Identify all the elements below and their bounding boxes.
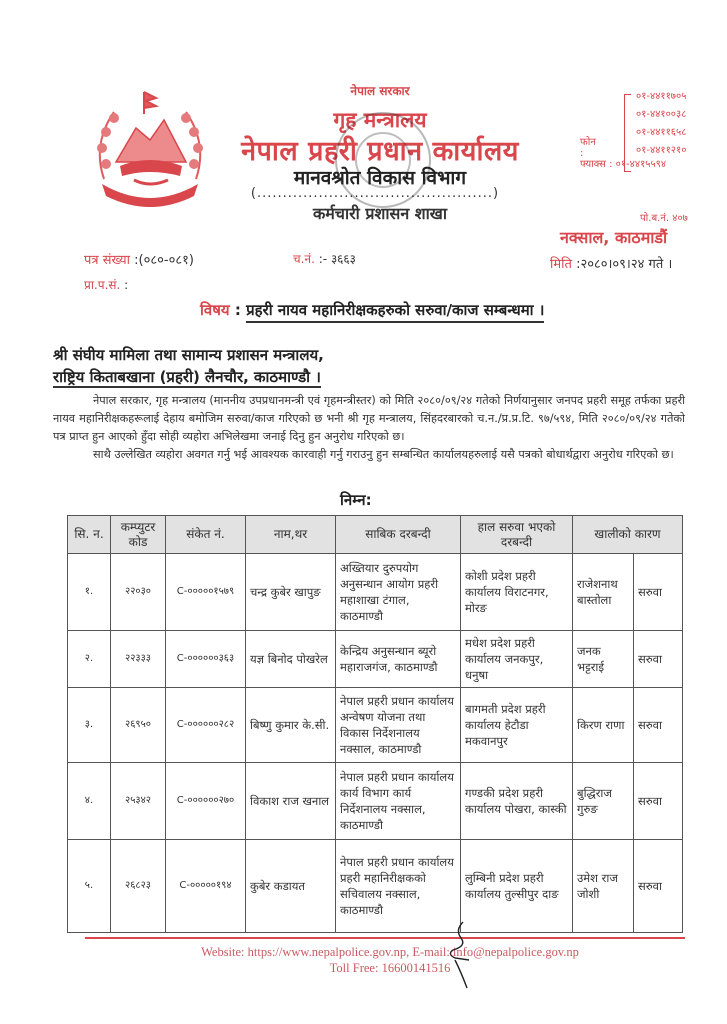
po-box: पो.ब.नं. ४०७ — [640, 213, 688, 224]
header-sanket-number: संकेत नं. — [166, 516, 246, 554]
subject-separator: : — [234, 301, 247, 319]
letter-date — [550, 254, 672, 272]
prapa-value: : — [124, 278, 129, 292]
cell-name: विकाश राज खनाल — [246, 763, 336, 840]
cell-previous: नेपाल प्रहरी प्रधान कार्यालय अन्वेषण योजना तथा विकास निर्देशनालय नक्साल, काठमाण्डौ — [336, 688, 461, 763]
chalani-label: च.नं. — [293, 252, 315, 266]
handwritten-signature — [445, 920, 475, 990]
cell-reason: सरुवा — [634, 763, 683, 840]
cell-vacant-by: उमेश राज जोशी — [573, 840, 634, 933]
cell-code: २६८२३ — [111, 840, 166, 933]
addressee-line-1: श्री संघीय मामिला तथा सामान्य प्रशासन मन्त्रालय, — [53, 346, 324, 364]
cell-name: चन्द्र कुबेर खापुङ — [246, 554, 336, 631]
branch-name: कर्मचारी प्रशासन शाखा — [312, 204, 448, 223]
cell-current: लुम्बिनी प्रदेश प्रहरी कार्यालय तुल्सीपुर दाङ — [461, 840, 573, 933]
cell-serial: ४. — [68, 763, 111, 840]
table-row — [68, 688, 683, 763]
cell-serial: २. — [68, 631, 111, 688]
cell-name: बिष्णु कुमार के.सी. — [246, 688, 336, 763]
cell-sanket: C-०००००१९४ — [166, 840, 246, 933]
patra-sankhya — [84, 250, 194, 268]
cell-vacant-by: किरण राणा — [573, 688, 634, 763]
addressee — [53, 344, 324, 388]
fax-line — [580, 156, 666, 170]
body-paragraph-1: नेपाल सरकार, गृह मन्त्रालय (माननीय उपप्रधानमन्त्री एवं गृहमन्त्रीस्तर) को मिति २०८०/०९/२४ गतेको निर्णयानुसार जनपद प्रहरी समूह तर्फका प्रहरी नायव महानिरीक्षकहरूलाई देहाय बमोजिम सरुवा/काज गरिएको छ भनी श्री गृह मन्त्रालय, सिंहदरबारको च.न./प्र.प्र.टि. ९७/५९४, मिति २०८०/०९/२४ गतेको पत्र प्राप्त हुन आएको हुँदा सोही व्यहोरा अभिलेखमा जनाई दिनु हुन अनुरोध गरिएको छ। — [53, 394, 685, 443]
cell-reason: सरुवा — [634, 840, 683, 933]
office-name: नेपाल प्रहरी प्रधान कार्यालय — [241, 136, 519, 167]
cell-reason: सरुवा — [634, 631, 683, 688]
table-row — [68, 763, 683, 840]
cell-sanket: C-००००००३६३ — [166, 631, 246, 688]
footer-website-email: Website: https://www.nepalpolice.gov.np, E-mail: info@nepalpolice.gov.np — [201, 945, 579, 959]
patra-label: पत्र संख्या — [84, 253, 130, 268]
table-row — [68, 554, 683, 631]
patra-value: :(०८०-०८१) — [134, 253, 194, 268]
table-row — [68, 631, 683, 688]
date-label: मिति — [550, 257, 572, 272]
fax-label: फ्याक्स : — [580, 159, 613, 170]
header-previous-post: साबिक दरबन्दी — [336, 516, 461, 554]
prapa-label: प्रा.प.सं. — [84, 278, 121, 292]
footer-divider — [85, 937, 685, 939]
phone-number: ०१-४४१००३८ — [636, 109, 687, 120]
table-title: निम्न: — [340, 491, 372, 509]
department-name: मानवश्रोत विकास विभाग — [293, 167, 467, 189]
footer-toll-free: Toll Free: 16600141516 — [329, 961, 451, 975]
cell-vacant-by: राजेशनाथ बास्तोला — [573, 554, 634, 631]
cell-name: कुबेर कडायत — [246, 840, 336, 933]
cell-vacant-by: जनक भट्टराई — [573, 631, 634, 688]
cell-code: २६९५० — [111, 688, 166, 763]
chalani-value: :- ३६६३ — [318, 252, 356, 266]
cell-code: २२०३० — [111, 554, 166, 631]
cell-reason: सरुवा — [634, 688, 683, 763]
cell-code: २५३४२ — [111, 763, 166, 840]
chalani-number — [293, 250, 356, 267]
fax-number: ०१-४४१५५९४ — [615, 159, 667, 170]
cell-current: बागमती प्रदेश प्रहरी कार्यालय हेटौडा मकवानपुर — [461, 688, 573, 763]
subject-label: विषय — [200, 301, 230, 319]
cell-sanket: C-००००००२८२ — [166, 688, 246, 763]
cell-previous: अख्तियार दुरुपयोग अनुसन्धान आयोग प्रहरी महाशाखा टंगाल, काठमाण्डौ — [336, 554, 461, 631]
table-header-row — [68, 516, 683, 554]
government-name: नेपाल सरकार — [350, 84, 410, 98]
cell-sanket: C-०००००१५७९ — [166, 554, 246, 631]
header-name: नाम,थर — [246, 516, 336, 554]
cell-previous: नेपाल प्रहरी प्रधान कार्यालय कार्य विभाग कार्य निर्देशनालय नक्साल, काठमाण्डौ — [336, 763, 461, 840]
subject-text: प्रहरी नायव महानिरीक्षकहरुको सरुवा/काज सम्बन्धमा । — [246, 301, 544, 323]
phone-label: फोन : — [580, 137, 596, 159]
cell-previous: केन्द्रिय अनुसन्धान ब्यूरो महाराजगंज, काठमाण्डौ — [336, 631, 461, 688]
cell-name: यज्ञ बिनोद पोखरेल — [246, 631, 336, 688]
footer-contact — [150, 944, 630, 976]
header-serial: सि. न. — [68, 516, 111, 554]
header-computer-code: कम्प्युटर कोड — [111, 516, 166, 554]
cell-previous: नेपाल प्रहरी प्रधान कार्यालय प्रहरी महानिरीक्षकको सचिवालय नक्साल, काठमाण्डौ — [336, 840, 461, 933]
transfer-table — [67, 515, 683, 933]
header-vacancy-reason: खालीको कारण — [573, 516, 683, 554]
header-current-post: हाल सरुवा भएको दरबन्दी — [461, 516, 573, 554]
office-address: नक्साल, काठमाडौं — [560, 228, 668, 247]
ministry-name: गृह मन्त्रालय — [333, 108, 427, 132]
cell-code: २२३३३ — [111, 631, 166, 688]
phone-number: ०१-४४११६५८ — [636, 127, 687, 138]
cell-vacant-by: बुद्धिराज गुरुङ — [573, 763, 634, 840]
cell-serial: ३. — [68, 688, 111, 763]
body-paragraph-2: साथै उल्लेखित व्यहोरा अवगत गर्नु भई आवश्यक कारवाही गर्नु गराउनु हुन सम्बन्धित कार्यालयहरुलाई यसै पत्रको बोधार्थद्वारा अनुरोध गरिएको छ। — [93, 448, 674, 461]
cell-reason: सरुवा — [634, 554, 683, 631]
cell-sanket: C-००००००२७० — [166, 763, 246, 840]
phone-number: ०१-४४११७०५ — [636, 91, 687, 102]
phone-number: ०१-४४११२१० — [636, 145, 687, 156]
letter-body — [53, 392, 685, 464]
cell-serial: ५. — [68, 840, 111, 933]
subject-line — [200, 300, 544, 320]
date-value: :२०८०।०९।२४ गते । — [576, 257, 673, 272]
office-stamp-seal — [335, 112, 431, 208]
addressee-line-2: राष्ट्रिय किताबखाना (प्रहरी) लैनचौर, काठमाण्डौ । — [53, 368, 321, 386]
prapa-number — [84, 276, 128, 293]
table-row — [68, 840, 683, 933]
phone-list — [636, 88, 686, 160]
cell-serial: १. — [68, 554, 111, 631]
cell-current: कोशी प्रदेश प्रहरी कार्यालय विराटनगर, मोरङ — [461, 554, 573, 631]
cell-current: मधेश प्रदेश प्रहरी कार्यालय जनकपुर, धनुषा — [461, 631, 573, 688]
cell-current: गण्डकी प्रदेश प्रहरी कार्यालय पोखरा, कास्की — [461, 763, 573, 840]
department-placeholder-dots: (..............................................) — [250, 186, 500, 201]
